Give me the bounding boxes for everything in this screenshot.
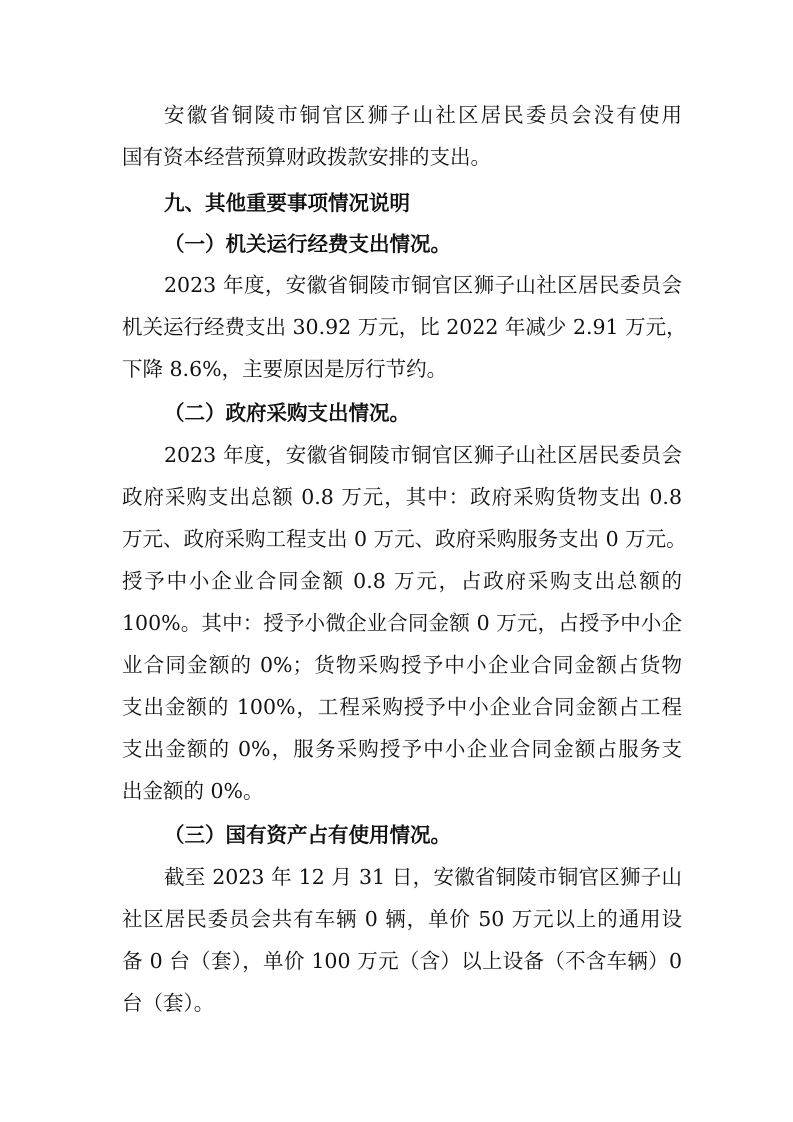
section-9-heading: 九、其他重要事项情况说明	[164, 191, 410, 215]
paragraph-3-line-2: 政府采购支出总额 0.8 万元，其中：政府采购货物支出 0.8	[122, 485, 682, 509]
paragraph-2-line-1: 2023 年度，安徽省铜陵市铜官区狮子山社区居民委员会	[164, 273, 682, 297]
paragraph-3-line-7: 支出金额的 100%，工程采购授予中小企业合同金额占工程	[122, 695, 682, 719]
section-9-1-heading: （一）机关运行经费支出情况。	[164, 232, 451, 256]
paragraph-3-line-4: 授予中小企业合同金额 0.8 万元，占政府采购支出总额的	[122, 569, 682, 593]
paragraph-3-line-1: 2023 年度，安徽省铜陵市铜官区狮子山社区居民委员会	[164, 443, 682, 467]
paragraph-3-line-8: 支出金额的 0%，服务采购授予中小企业合同金额占服务支	[122, 737, 682, 761]
section-9-2-heading: （二）政府采购支出情况。	[164, 401, 410, 425]
paragraph-2-line-2: 机关运行经费支出 30.92 万元，比 2022 年减少 2.91 万元，	[122, 315, 687, 339]
paragraph-4-line-4: 台（套）。	[122, 991, 215, 1015]
paragraph-2-line-3: 下降 8.6%，主要原因是厉行节约。	[122, 357, 448, 381]
paragraph-4-line-3: 备 0 台（套），单价 100 万元（含）以上设备（不含车辆）0	[122, 949, 682, 973]
paragraph-4-line-1: 截至 2023 年 12 月 31 日，安徽省铜陵市铜官区狮子山	[164, 865, 682, 889]
paragraph-4-line-2: 社区居民委员会共有车辆 0 辆，单价 50 万元以上的通用设	[122, 907, 682, 931]
paragraph-3-line-3: 万元、政府采购工程支出 0 万元、政府采购服务支出 0 万元。	[122, 527, 687, 551]
paragraph-3-line-9: 出金额的 0%。	[122, 779, 264, 803]
paragraph-3-line-5: 100%。其中：授予小微企业合同金额 0 万元，占授予中小企	[122, 611, 682, 635]
paragraph-1-line-2: 国有资本经营预算财政拨款安排的支出。	[122, 145, 491, 169]
section-9-3-heading: （三）国有资产占有使用情况。	[164, 823, 451, 847]
paragraph-3-line-6: 业合同金额的 0%；货物采购授予中小企业合同金额占货物	[122, 653, 682, 677]
paragraph-1-line-1: 安徽省铜陵市铜官区狮子山社区居民委员会没有使用	[164, 103, 682, 127]
